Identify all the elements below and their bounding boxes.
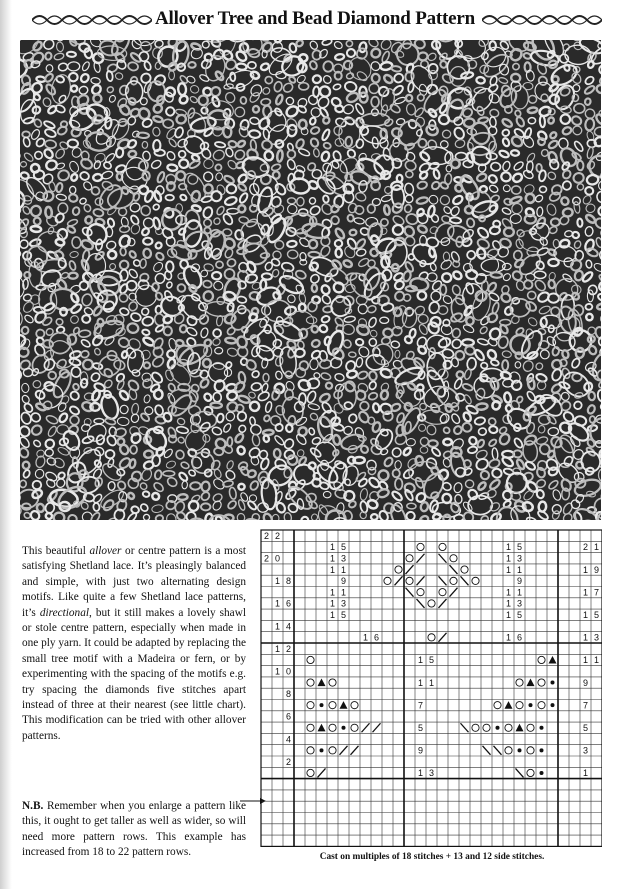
row-number: 0 (285, 666, 292, 677)
yarn-over-symbol (516, 702, 523, 709)
row-number: 8 (285, 576, 292, 587)
row-number: 5 (340, 542, 347, 553)
row-number: 3 (593, 632, 600, 643)
row-number: 6 (373, 632, 380, 643)
yarn-over-symbol (406, 555, 413, 562)
yarn-over-symbol (505, 724, 512, 731)
bead-dot-symbol (540, 748, 544, 752)
rope-ornament-left-icon (32, 10, 152, 30)
row-number: 1 (329, 587, 336, 598)
k2tog-symbol (373, 723, 381, 732)
double-decrease-symbol (549, 656, 557, 664)
ssk-symbol (406, 588, 414, 597)
row-number: 1 (340, 587, 347, 598)
row-number: 1 (505, 610, 512, 620)
ssk-symbol (461, 576, 469, 585)
row-number: 1 (274, 621, 281, 632)
chart-caption: Cast on multiples of 18 stitches + 13 and 12 side stitches. (319, 852, 545, 862)
k2tog-symbol (417, 576, 425, 585)
row-number: 4 (285, 621, 292, 632)
yarn-over-symbol (329, 724, 336, 731)
k2tog-symbol (417, 554, 425, 563)
yarn-over-symbol (439, 543, 446, 550)
row-number: 9 (417, 745, 424, 756)
yarn-over-symbol (494, 702, 501, 709)
para-em-directional: directional (39, 606, 89, 619)
row-number: 1 (329, 610, 336, 620)
k2tog-symbol (406, 565, 414, 574)
row-number: 1 (329, 542, 336, 553)
row-number: 1 (582, 587, 589, 598)
row-number: 7 (582, 700, 589, 711)
row-number: 9 (516, 576, 523, 587)
double-decrease-symbol (505, 701, 513, 709)
yarn-over-symbol (329, 679, 336, 686)
yarn-over-symbol (450, 555, 457, 562)
yarn-over-symbol (527, 747, 534, 754)
yarn-over-symbol (428, 600, 435, 607)
row-number: 8 (285, 689, 292, 700)
double-decrease-symbol (340, 701, 348, 709)
double-decrease-symbol (527, 679, 535, 687)
row-number: 1 (505, 632, 512, 643)
chart-grid (261, 530, 602, 846)
row-number: 1 (505, 564, 512, 575)
ssk-symbol (417, 599, 425, 608)
k2tog-symbol (362, 723, 370, 732)
ssk-symbol (494, 746, 502, 755)
row-number: 2 (285, 643, 292, 654)
row-number: 5 (516, 542, 523, 553)
row-number: 1 (505, 598, 512, 609)
yarn-over-symbol (406, 577, 413, 584)
nb-paragraph (22, 799, 246, 861)
ssk-symbol (439, 554, 447, 563)
yarn-over-symbol (307, 679, 314, 686)
yarn-over-symbol (472, 577, 479, 584)
yarn-over-symbol (439, 589, 446, 596)
row-number: 1 (417, 677, 424, 688)
para-text-3: , but it still makes a lovely shawl or stole centre pattern, especially when made in one ply yarn. It could be adapted by replacing the small tree motif with a Madeira or fern, or by experimenting with the spacing of the motifs e.g. try spacing the diamonds five stitches apart instead of three at their nearest (see little chart). This modification can be tried with other allover patterns. (22, 606, 246, 742)
yarn-over-symbol (417, 543, 424, 550)
row-number: 2 (263, 553, 270, 564)
para-text-1: This beautiful (22, 545, 90, 557)
row-number: 5 (593, 610, 600, 620)
yarn-over-symbol (417, 589, 424, 596)
bead-dot-symbol (529, 703, 533, 707)
page-title: Allover Tree and Bead Diamond Pattern (155, 8, 475, 29)
row-number: 1 (274, 643, 281, 654)
yarn-over-symbol (307, 747, 314, 754)
yarn-over-symbol (351, 724, 358, 731)
row-number: 6 (285, 711, 292, 722)
k2tog-symbol (351, 746, 359, 755)
row-number: 1 (593, 655, 600, 666)
row-number: 1 (329, 553, 336, 564)
row-number: 5 (582, 723, 589, 733)
row-number: 5 (340, 610, 347, 620)
ssk-symbol (439, 576, 447, 585)
yarn-over-symbol (384, 577, 391, 584)
row-number: 1 (505, 553, 512, 564)
bead-dot-symbol (320, 748, 324, 752)
yarn-over-symbol (395, 566, 402, 573)
nb-label: N.B. (22, 800, 44, 812)
row-number: 1 (340, 564, 347, 575)
yarn-over-symbol (538, 702, 545, 709)
knitting-chart (260, 529, 602, 849)
row-number: 9 (582, 677, 589, 688)
row-number: 6 (516, 632, 523, 643)
double-decrease-symbol (516, 724, 524, 732)
ssk-symbol (516, 768, 524, 777)
bead-dot-symbol (496, 726, 500, 730)
row-number: 1 (329, 564, 336, 575)
yarn-over-symbol (516, 679, 523, 686)
yarn-over-symbol (538, 656, 545, 663)
para-text-2: or centre pattern is a most satisfying Shetland lace. It’s pleasingly balanced and simple, with just two alternating design motifs. Like quite a few Shetland lace patterns, it’s (22, 545, 246, 619)
row-number: 1 (274, 666, 281, 677)
row-number: 2 (263, 530, 270, 541)
ssk-symbol (483, 746, 491, 755)
yarn-over-symbol (329, 702, 336, 709)
yarn-over-symbol (461, 566, 468, 573)
row-number: 1 (362, 632, 369, 643)
yarn-over-symbol (351, 702, 358, 709)
title-row (20, 6, 610, 34)
rope-ornament-right-icon (482, 10, 602, 30)
row-number: 1 (582, 655, 589, 666)
yarn-over-symbol (538, 679, 545, 686)
page-binding-edge (0, 0, 12, 889)
bead-dot-symbol (518, 748, 522, 752)
bead-dot-symbol (540, 771, 544, 775)
row-number: 2 (274, 530, 281, 541)
row-number: 6 (285, 598, 292, 609)
row-number: 1 (274, 576, 281, 587)
bead-dot-symbol (551, 681, 555, 685)
bead-dot-symbol (551, 703, 555, 707)
lace-knitting-photo (20, 40, 601, 520)
bead-dot-symbol (342, 726, 346, 730)
row-number: 1 (582, 632, 589, 643)
k2tog-symbol (439, 633, 447, 642)
yarn-over-symbol (450, 577, 457, 584)
row-number: 4 (285, 734, 292, 745)
row-number: 1 (516, 564, 523, 575)
yarn-over-symbol (472, 724, 479, 731)
lace-texture-icon (20, 40, 601, 520)
yarn-over-symbol (428, 634, 435, 641)
description-paragraph (22, 544, 246, 744)
row-number: 1 (274, 598, 281, 609)
row-number: 3 (428, 768, 435, 779)
k2tog-symbol (318, 768, 326, 777)
row-number: 2 (582, 542, 589, 553)
row-number: 1 (417, 768, 424, 779)
row-number: 3 (582, 745, 589, 756)
row-number: 1 (505, 587, 512, 598)
row-number: 1 (582, 610, 589, 620)
nb-body: Remember when you enlarge a pattern like this, it ought to get taller as well as wider, so will need more pattern rows. This example has increased from 18 to 22 pattern rows. (22, 800, 246, 859)
bead-dot-symbol (540, 726, 544, 730)
row-number: 3 (516, 553, 523, 564)
ssk-symbol (450, 565, 458, 574)
bead-dot-symbol (320, 703, 324, 707)
row-number: 1 (329, 598, 336, 609)
yarn-over-symbol (329, 747, 336, 754)
yarn-over-symbol (483, 724, 490, 731)
yarn-over-symbol (505, 747, 512, 754)
row-number: 3 (340, 598, 347, 609)
k2tog-symbol (439, 599, 447, 608)
yarn-over-symbol (527, 769, 534, 776)
k2tog-symbol (450, 588, 458, 597)
row-number: 1 (516, 587, 523, 598)
yarn-over-symbol (307, 724, 314, 731)
yarn-over-symbol (307, 769, 314, 776)
ssk-symbol (461, 723, 469, 732)
double-decrease-symbol (318, 724, 326, 732)
row-number: 9 (593, 564, 600, 575)
k2tog-symbol (340, 746, 348, 755)
row-number: 3 (516, 598, 523, 609)
row-number: 5 (417, 723, 424, 733)
row-number: 5 (428, 655, 435, 666)
row-number: 1 (582, 564, 589, 575)
k2tog-symbol (395, 576, 403, 585)
row-number: 1 (593, 542, 600, 553)
row-number: 1 (582, 768, 589, 779)
yarn-over-symbol (527, 724, 534, 731)
yarn-over-symbol (307, 656, 314, 663)
row-number: 3 (340, 553, 347, 564)
row-number: 1 (417, 655, 424, 666)
row-number: 2 (285, 756, 292, 767)
row-number: 0 (274, 553, 281, 564)
para-em-allover: allover (89, 545, 122, 557)
row-number: 7 (593, 587, 600, 598)
row-number: 9 (340, 576, 347, 587)
yarn-over-symbol (307, 702, 314, 709)
row-number: 7 (417, 700, 424, 711)
row-number: 1 (505, 542, 512, 553)
double-decrease-symbol (318, 679, 326, 687)
row-number: 5 (516, 610, 523, 620)
row-number: 1 (428, 677, 435, 688)
